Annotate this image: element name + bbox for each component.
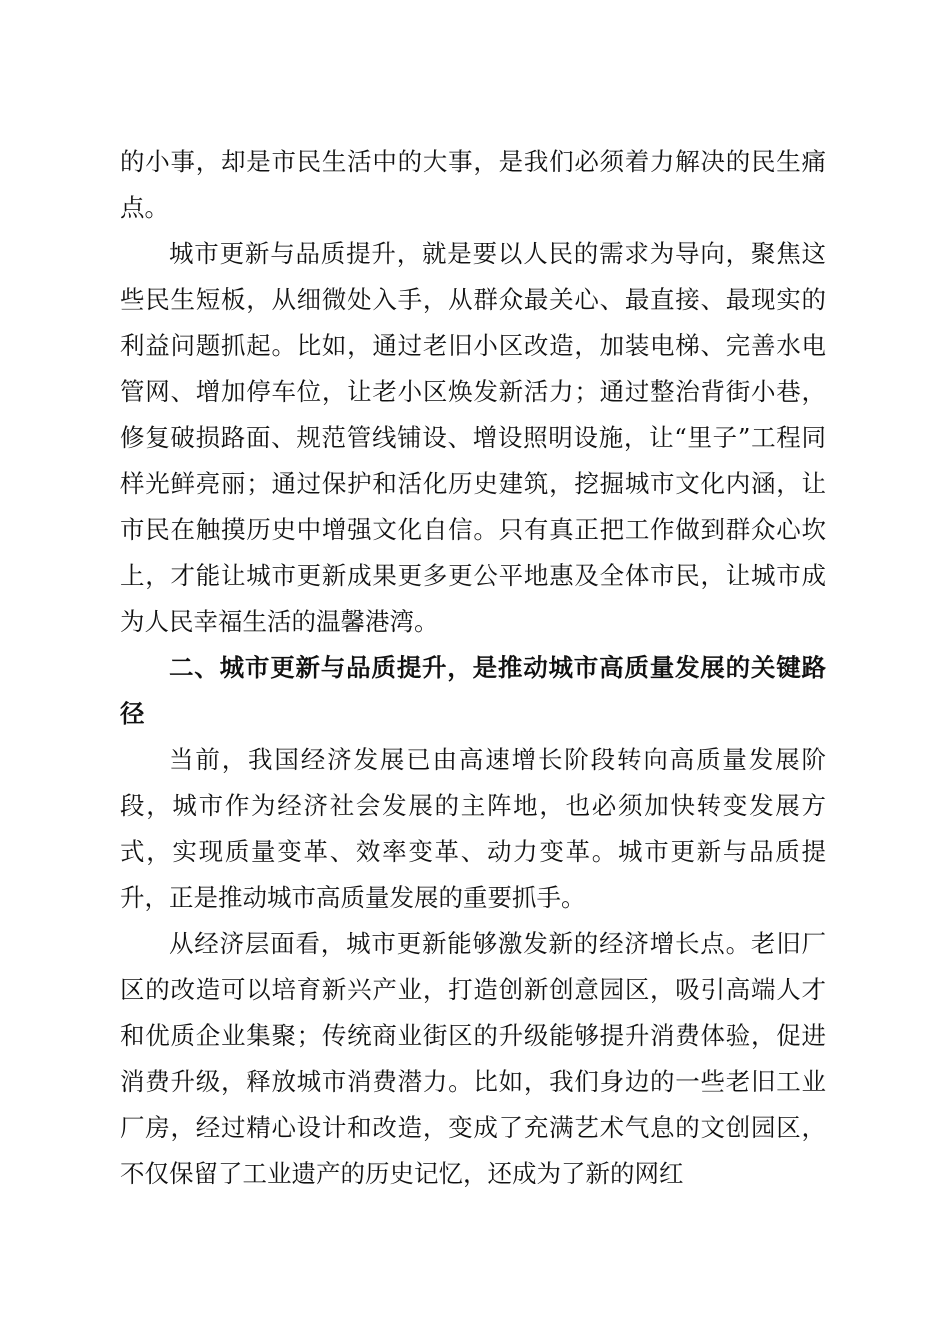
paragraph-high-quality-development: 当前，我国经济发展已由高速增长阶段转向高质量发展阶段，城市作为经济社会发展的主阵地，也必须加快转变发展方式，实现质量变革、效率变革、动力变革。城市更新与品质提升，正是推动城市高质量发展的重要抓手。 — [120, 745, 826, 912]
section-heading: 二、城市更新与品质提升，是推动城市高质量发展的关键路径 — [120, 653, 826, 728]
document-page — [120, 139, 826, 1197]
paragraph-continuation: 的小事，却是市民生活中的大事，是我们必须着力解决的民生痛点。 — [120, 147, 826, 222]
paragraph-economic-perspective: 从经济层面看，城市更新能够激发新的经济增长点。老旧厂区的改造可以培育新兴产业，打造创新创意园区，吸引高端人才和优质企业集聚；传统商业街区的升级能够提升消费体验，促进消费升级，释放城市消费潜力。比如，我们身边的一些老旧工业厂房，经过精心设计和改造，变成了充满艺术气息的文创园区，不仅保留了工业遗产的历史记忆，还成为了新的网红 — [120, 929, 826, 1188]
paragraph-urban-renewal-livelihood: 城市更新与品质提升，就是要以人民的需求为导向，聚焦这些民生短板，从细微处入手，从群众最关心、最直接、最现实的利益问题抓起。比如，通过老旧小区改造，加装电梯、完善水电管网、增加停车位，让老小区焕发新活力；通过整治背街小巷，修复破损路面、规范管线铺设、增设照明设施，让“里子”工程同样光鲜亮丽；通过保护和活化历史建筑，挖掘城市文化内涵，让市民在触摸历史中增强文化自信。只有真正把工作做到群众心坎上，才能让城市更新成果更多更公平地惠及全体市民，让城市成为人民幸福生活的温馨港湾。 — [120, 239, 826, 636]
